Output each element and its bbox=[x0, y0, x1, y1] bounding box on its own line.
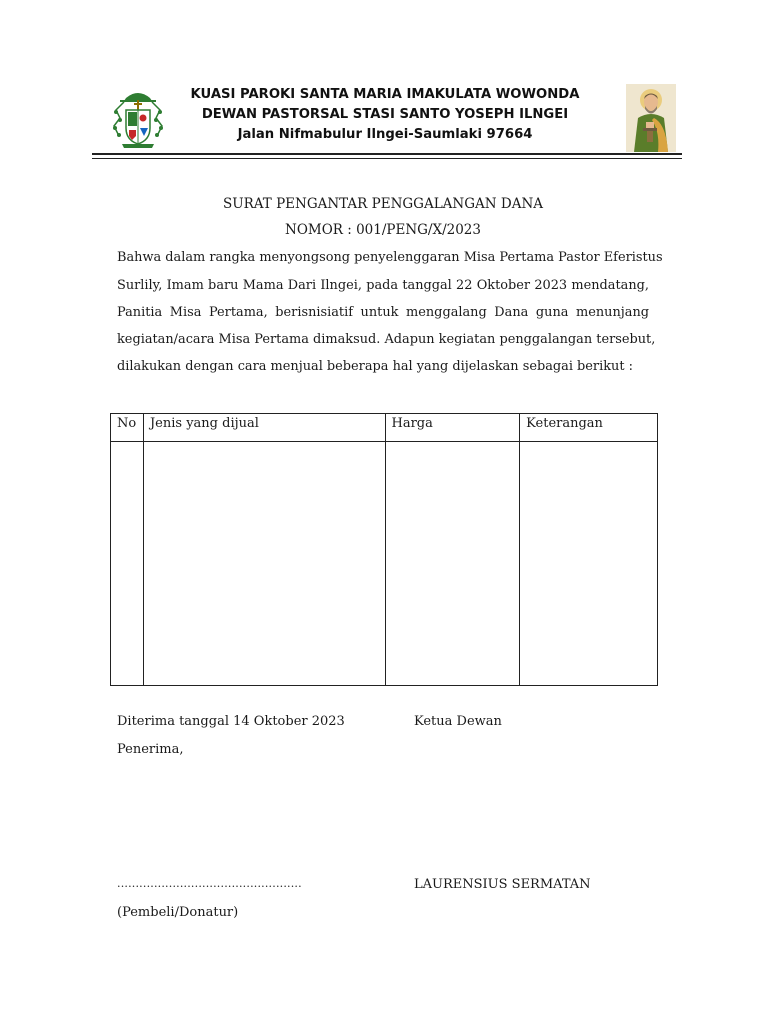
letter-title: SURAT PENGANTAR PENGGALANGAN DANA bbox=[222, 196, 544, 212]
chair-title: Ketua Dewan bbox=[414, 714, 502, 729]
body-line-1: Bahwa dalam rangka menyongsong penyelenggaran Misa Pertama Pastor Eferistus bbox=[117, 250, 663, 265]
column-header-item: Jenis yang dijual bbox=[143, 414, 385, 442]
body-line-3: Panitia Misa Pertama, berisnisiatif untuk menggalang Dana guna menunjang bbox=[117, 305, 649, 320]
body-line-5: dilakukan dengan cara menjual beberapa hal yang dijelaskan sebagai berikut : bbox=[117, 359, 633, 374]
table-row bbox=[111, 442, 658, 686]
letterhead-parish: KUASI PAROKI SANTA MARIA IMAKULATA WOWONDA bbox=[190, 87, 580, 102]
table-header-row bbox=[111, 414, 658, 442]
body-line-2: Surlily, Imam baru Mama Dari Ilngei, pada tanggal 22 Oktober 2023 mendatang, bbox=[117, 278, 649, 293]
column-header-notes: Keterangan bbox=[520, 414, 658, 442]
letterhead-divider-thick bbox=[92, 153, 682, 155]
letterhead-council: DEWAN PASTORSAL STASI SANTO YOSEPH ILNGEI bbox=[201, 107, 569, 122]
table-cell-item bbox=[143, 442, 385, 686]
letterhead-divider-thin bbox=[92, 158, 682, 159]
table-cell-price bbox=[385, 442, 520, 686]
buyer-label: (Pembeli/Donatur) bbox=[117, 905, 239, 920]
column-header-no: No bbox=[111, 414, 144, 442]
items-table bbox=[110, 413, 658, 686]
table-cell-no bbox=[111, 442, 144, 686]
signature-dotted-line: .................................................. bbox=[117, 877, 302, 890]
body-line-4: kegiatan/acara Misa Pertama dimaksud. Adapun kegiatan penggalangan tersebut, bbox=[117, 332, 656, 347]
saint-joseph-portrait-icon bbox=[626, 84, 676, 152]
received-date: Diterima tanggal 14 Oktober 2023 bbox=[117, 714, 345, 729]
column-header-price: Harga bbox=[385, 414, 520, 442]
letter-number: NOMOR : 001/PENG/X/2023 bbox=[285, 222, 481, 238]
receiver-label: Penerima, bbox=[117, 742, 184, 757]
table-cell-notes bbox=[520, 442, 658, 686]
chair-name: LAURENSIUS SERMATAN bbox=[414, 877, 591, 892]
letterhead-address: Jalan Nifmabulur Ilngei-Saumlaki 97664 bbox=[237, 127, 533, 142]
